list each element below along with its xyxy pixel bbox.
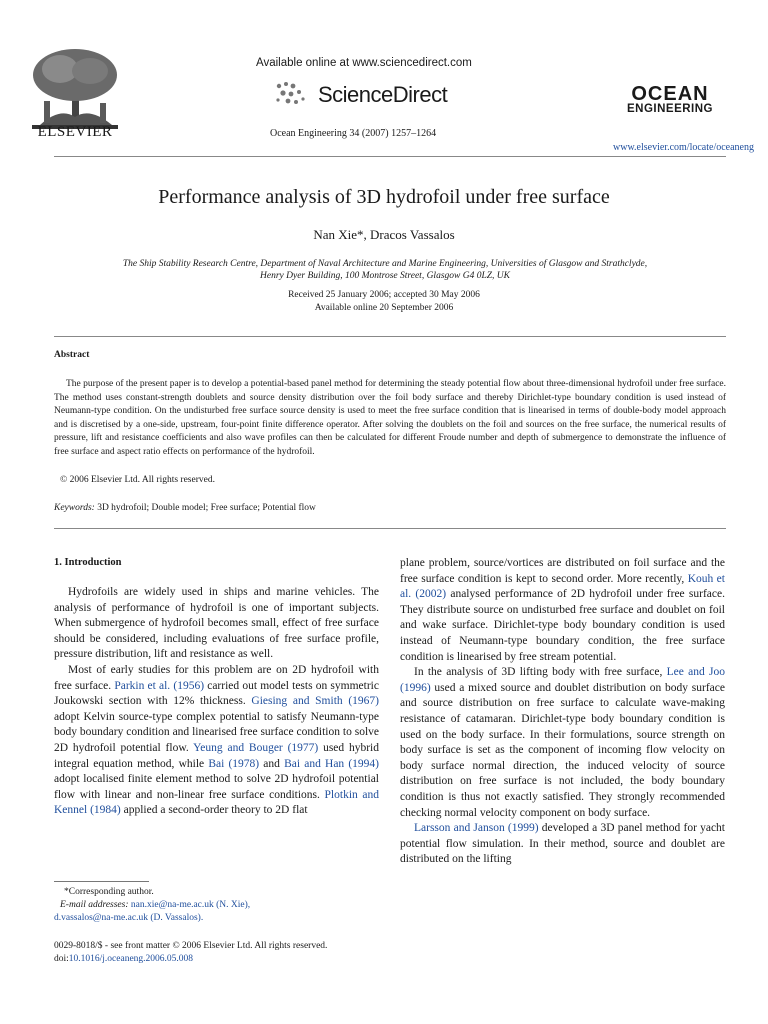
ref-kouh-link[interactable]: Kouh et al. (2002)	[400, 572, 725, 601]
journal-logo	[600, 84, 740, 116]
corresponding-author: *Corresponding author.	[64, 887, 154, 897]
journal-url-link[interactable]: www.elsevier.com/locate/oceaneng	[613, 142, 754, 153]
text-run: analysed performance of 2D hydrofoil under free surface. They distribute source on undisturbed free surface and doublet on foil and wake surface. Dirichlet-type body boundary condition is used instead of Neumann-type boundary condition, the free surface condition is linearised by free stream potential.	[400, 588, 725, 663]
text-run: adopt localised finite element method to solve 2D hydrofoil potential flow with linear and non-linear free surface conditions.	[54, 773, 379, 801]
email-line-2	[54, 912, 379, 925]
footnote-divider	[54, 881, 149, 882]
sciencedirect-brand: ScienceDirect	[318, 82, 448, 107]
text-run: developed a 3D panel method for yacht potential flow simulation. In their method, source and doublet are distributed on the lifting	[400, 822, 725, 866]
text-run: used hybrid integral equation method, while	[54, 741, 379, 770]
article-dates	[0, 289, 768, 315]
journal-logo-line2: ENGINEERING	[626, 103, 713, 115]
ref-larsson-link[interactable]: Larsson and Janson (1999)	[414, 822, 539, 835]
abstract-top-divider	[54, 336, 726, 337]
left-column	[54, 585, 379, 819]
doi-line	[54, 953, 394, 966]
right-column	[400, 556, 725, 868]
publisher-name: ELSEVIER	[37, 124, 113, 140]
keywords-label: Keywords:	[54, 503, 95, 513]
page-footer	[54, 940, 394, 966]
footnote	[54, 886, 379, 925]
ref-bai-1978-link[interactable]: Bai (1978)	[208, 757, 260, 770]
text-run: In the analysis of 3D lifting body with free surface,	[414, 666, 667, 679]
section-heading-introduction: 1. Introduction	[54, 557, 122, 568]
available-online-text[interactable]: Available online at www.sciencedirect.com	[256, 57, 472, 69]
text-run: and	[259, 757, 285, 770]
abstract-copyright: © 2006 Elsevier Ltd. All rights reserved.	[60, 475, 215, 485]
email-vassalos-link[interactable]: d.vassalos@na-me.ac.uk (D. Vassalos).	[54, 913, 204, 923]
abstract-bottom-divider	[54, 528, 726, 529]
text-run: adopt Kelvin source-type complex potential to satisfy Neumann-type body boundary condition and linearised free surface condition to solve 2D hydrofoil potential flow.	[54, 710, 379, 754]
issn-line: 0029-8018/$ - see front matter © 2006 Elsevier Ltd. All rights reserved.	[54, 941, 328, 951]
text-run: Most of early studies for this problem are on 2D hydrofoil with free surface.	[54, 663, 379, 692]
text-run: used a mixed source and doublet distribution on body surface and source distribution on free surface to calculate wave-making resistance of catamaran. Dirichlet-type body boundary condition is used on the body surface. In their formulations, source strength on body surface is set as the component of incoming flow velocity on body surface normal direction, the induced velocity of source distribution on free surface is not included, the body boundary condition is thus not exactly satisfied. They strongly recommended checking normal velocity component on body surface.	[400, 681, 725, 819]
ref-giesing-link[interactable]: Giesing and Smith (1967)	[251, 695, 379, 708]
journal-logo-line1: OCEAN	[631, 83, 709, 105]
keywords-line	[54, 503, 316, 513]
email-label: E-mail addresses:	[60, 900, 129, 910]
available-date: Available online 20 September 2006	[314, 303, 454, 313]
doi-label: doi:	[54, 954, 69, 964]
journal-citation: Ocean Engineering 34 (2007) 1257–1264	[270, 128, 437, 139]
text-run: applied a second-order theory to 2D flat	[120, 804, 308, 817]
keywords-list: 3D hydrofoil; Double model; Free surface; Potential flow	[97, 503, 316, 513]
affiliation-line2: Henry Dyer Building, 100 Montrose Street, Glasgow G4 0LZ, UK	[260, 271, 510, 281]
author-affiliation	[60, 258, 710, 282]
header-divider	[54, 156, 726, 157]
ref-lee-joo-link[interactable]: Lee and Joo (1996)	[400, 666, 725, 694]
received-date: Received 25 January 2006; accepted 30 May 2006	[288, 290, 480, 300]
email-xie-link[interactable]: nan.xie@na-me.ac.uk (N. Xie),	[130, 900, 251, 910]
ref-yeung-link[interactable]: Yeung and Bouger (1977)	[193, 741, 319, 754]
article-title: Performance analysis of 3D hydrofoil under free surface	[158, 186, 610, 208]
sciencedirect-dots-icon	[275, 80, 315, 110]
doi-link[interactable]: 10.1016/j.oceaneng.2006.05.008	[68, 954, 194, 964]
intro-paragraph-1: Hydrofoils are widely used in ships and marine vehicles. The analysis of performance of hydrofoil is one of important subjects. When submergence of hydrofoil becomes small, effect of free surface should be considered, including evaluations of free surface profile, pressure distribution, lift and resistance as well.	[54, 586, 379, 661]
ref-bai-han-link[interactable]: Bai and Han (1994)	[284, 757, 379, 770]
intro-paragraph-4	[400, 665, 725, 821]
article-authors: Nan Xie*, Dracos Vassalos	[313, 227, 455, 242]
intro-paragraph-3	[400, 556, 725, 665]
abstract-heading: Abstract	[54, 350, 90, 360]
text-run: carried out model tests on symmetric Joukowski section with 12% thickness.	[54, 679, 379, 708]
ref-plotkin-link[interactable]: Plotkin and Kennel (1984)	[54, 788, 380, 817]
intro-paragraph-2	[54, 663, 379, 819]
text-run: plane problem, source/vortices are distributed on foil surface and the free surface condition is kept to second order. More recently,	[400, 557, 725, 585]
email-line	[54, 899, 379, 912]
ref-parkin-link[interactable]: Parkin et al. (1956)	[114, 679, 205, 692]
intro-paragraph-5	[400, 821, 725, 868]
abstract-text: The purpose of the present paper is to develop a potential-based panel method for determining the steady potential flow about three-dimensional hydrofoil under free surface. The method uses constant-strength doublets and source density distribution over the foil body surface and thereby Dirichlet-type boundary condition is used instead of Neumann-type condition. On the undisturbed free surface source density is used to meet the free surface condition that is linearised in terms of double-body model approach and is discretised by a one-side, upstream, four-point finite difference operator. After solving the doublets on the foil and sources on the free surface, the numerical results of pressure, lift and resistance coefficients and also wave profiles can then be calculated for different Froude number and depth of submergence to demonstrate the influence of free surface and aspect ratio effects on performance of the hydrofoil.	[54, 379, 726, 457]
affiliation-line1: The Ship Stability Research Centre, Department of Naval Architecture and Marine Engineering, Universities of Glasgow and Strathclyde,	[122, 259, 648, 269]
